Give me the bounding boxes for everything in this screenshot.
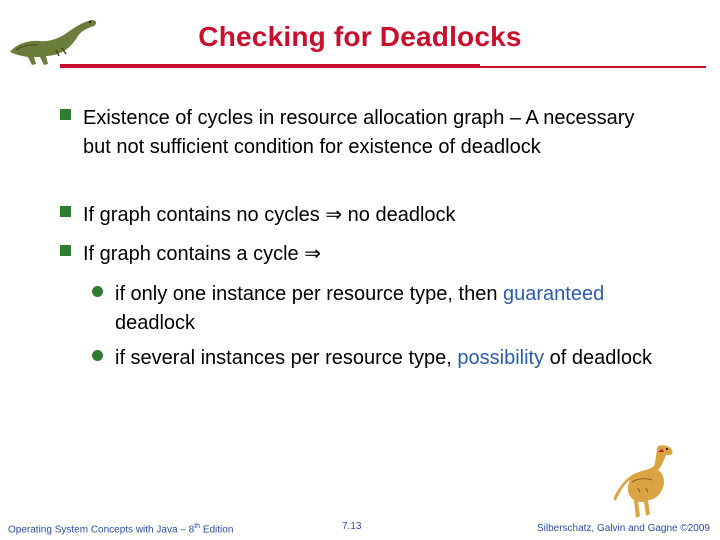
sub-bullet-text-part: if only one instance per resource type, then	[115, 283, 504, 305]
page-number: 7.13	[342, 521, 362, 532]
bullet-text-part: If graph contains no cycles	[83, 204, 326, 226]
highlighted-term: guaranteed	[503, 283, 605, 305]
bullet-text-part: no deadlock	[342, 204, 456, 226]
implies-arrow-icon: ⇒	[304, 243, 321, 265]
sub-bullet-text-part: of deadlock	[544, 347, 652, 369]
bullet-item	[60, 201, 660, 230]
slide-title: Checking for Deadlocks	[198, 21, 522, 52]
footer-book-title	[8, 523, 233, 535]
footer-authors: Silberschatz, Galvin and Gagne ©2009	[536, 523, 710, 534]
implies-arrow-icon: ⇒	[325, 204, 343, 226]
sub-bullet-text-part: deadlock	[115, 312, 196, 334]
bullet-text-part: If graph contains a cycle	[83, 243, 305, 265]
sub-bullet-item	[92, 344, 672, 373]
bullet-text	[83, 240, 660, 269]
square-bullet-icon	[60, 245, 71, 256]
footer-text: Edition	[200, 524, 234, 536]
bullet-text	[83, 201, 660, 230]
footer-superscript: th	[194, 523, 201, 530]
square-bullet-icon	[60, 206, 71, 217]
title-divider	[60, 64, 706, 71]
sub-bullet-text	[115, 280, 672, 338]
highlighted-term: possibility	[457, 347, 545, 369]
dinosaur-mascot-icon	[612, 440, 682, 522]
bullet-item	[60, 104, 660, 162]
bullet-text: Existence of cycles in resource allocation graph – A necessary but not sufficient condition for existence of deadlock	[83, 107, 635, 158]
square-bullet-icon	[60, 109, 71, 120]
sub-bullet-item	[92, 280, 672, 338]
footer-text: Operating System Concepts with Java – 8	[8, 524, 195, 536]
bullet-item	[60, 240, 660, 269]
round-bullet-icon	[92, 286, 103, 297]
sub-bullet-text	[115, 344, 672, 373]
sub-bullet-text-part: if several instances per resource type,	[115, 347, 458, 369]
round-bullet-icon	[92, 350, 103, 361]
